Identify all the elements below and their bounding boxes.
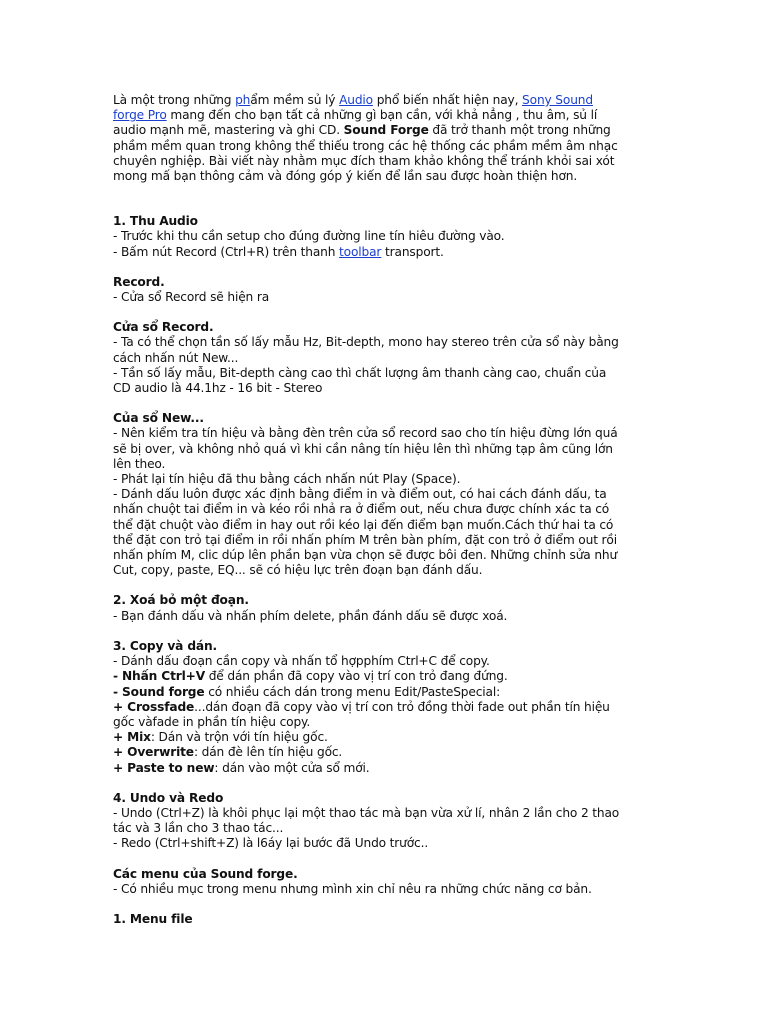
section-text: : dán vào một cửa sổ mới. — [214, 760, 370, 775]
intro-text: đã trở thanh một trong những — [428, 123, 611, 138]
link-audio[interactable]: Audio — [339, 93, 373, 107]
section-line: - Bạn đánh dấu và nhấn phím delete, phần đánh dấu sẽ được xoá. — [113, 608, 508, 623]
section-undo-redo — [113, 791, 658, 852]
link-phan-mem[interactable]: ph — [235, 93, 251, 107]
bold-term: + Crossfade — [113, 699, 195, 714]
section-copy-dan — [113, 639, 658, 776]
section-line — [113, 669, 658, 684]
section-text: : dán đè lên tín hiệu gốc. — [193, 745, 343, 760]
section-line: - Nên kiểm tra tín hiệu và bằng đèn trên cửa sổ record sao cho tín hiệu đừng lớn quá — [113, 426, 618, 441]
section-line: nhấn chuột tai điểm in và kéo rồi nhả ra ở điểm out, nếu chưa được chính xác ta có — [113, 502, 610, 517]
link-sony-sound-forge[interactable]: Sony Sound — [522, 93, 593, 107]
section-heading: 4. Undo và Redo — [113, 790, 224, 805]
section-heading: 2. Xoá bỏ một đoạn. — [113, 593, 249, 608]
section-text: để dán phần đã copy vào vị trí con trỏ đang đứng. — [204, 669, 508, 684]
section-cua-so-new — [113, 411, 658, 578]
intro-line-6: mong mấ bạn thông cảm và đóng góp ý kiến để lần sau được hoàn thiện hơn. — [113, 169, 578, 184]
section-line — [113, 730, 658, 745]
section-heading: Các menu của Sound forge. — [113, 866, 298, 881]
section-line: Cut, copy, paste, EQ... sẽ có hiệu lực trên đoạn bạn đánh dấu. — [113, 563, 483, 578]
section-line: lên theo. — [113, 456, 166, 471]
section-line: - Undo (Ctrl+Z) là khôi phục lại một thao tác mà bạn vừa xử lí, nhân 2 lần cho 2 thao — [113, 805, 620, 820]
bold-term: + Mix — [113, 730, 151, 745]
section-menu-file — [113, 912, 658, 927]
section-text: có nhiều cách dán trong menu Edit/PasteSpecial: — [204, 684, 501, 699]
section-line: - Trước khi thu cần setup cho đúng đường line tín hiêu đường vào. — [113, 229, 505, 244]
bold-term: - Nhấn Ctrl+V — [113, 669, 205, 684]
section-line: CD audio là 44.1hz - 16 bit - Stereo — [113, 381, 323, 396]
section-text: ...dán đoạn đã copy vào vị trí con trỏ đồng thời fade out phần tín hiệu — [194, 699, 610, 714]
section-heading: 1. Menu file — [113, 911, 193, 926]
link-sony-sound-forge-cont[interactable]: forge Pro — [113, 108, 167, 123]
section-line: tác và 3 lần cho 3 thao tác... — [113, 821, 284, 836]
section-line: - Dánh dấu đoạn cần copy và nhấn tổ hợpphím Ctrl+C để copy. — [113, 654, 490, 669]
section-line: - Phát lại tín hiệu đã thu bằng cách nhấn nút Play (Space). — [113, 472, 461, 487]
section-heading: Record. — [113, 274, 165, 289]
section-line: - Tần số lấy mẫu, Bit-depth càng cao thì chất lượng âm thanh càng cao, chuẩn của — [113, 365, 607, 380]
section-line: thể đặt chuột vào điểm in hay out rồi kéo lại đến điểm bạn muốn.Cách thứ hai ta có — [113, 517, 614, 532]
section-text: : Dán và trộn với tín hiệu gốc. — [150, 730, 328, 745]
section-line — [113, 245, 658, 260]
section-line: - Ta có thể chọn tần số lấy mẫu Hz, Bit-depth, mono hay stereo trên cửa sổ này bằng — [113, 335, 619, 350]
intro-text: mang đến cho bạn tất cả những gì bạn cần, với khả nẳng , thu âm, sủ lí — [166, 108, 598, 123]
intro-text: phổ biến nhất hiện nay, — [372, 93, 523, 107]
section-line — [113, 700, 658, 715]
section-text: transport. — [381, 244, 444, 259]
bold-term: + Paste to new — [113, 760, 215, 775]
bold-term: - Sound forge — [113, 684, 205, 699]
section-line: - Cửa sổ Record sẽ hiện ra — [113, 290, 270, 305]
section-heading: 3. Copy và dán. — [113, 638, 217, 653]
section-line: nhấn phím M, clic dúp lên phần bạn vừa chọn sẽ được bôi đen. Những chỉnh sửa như — [113, 548, 618, 563]
intro-paragraph — [113, 93, 658, 184]
bold-term: + Overwrite — [113, 745, 194, 760]
section-line: cách nhấn nút New... — [113, 350, 239, 365]
section-line: thể đặt con trỏ tại điểm in rồi nhấn phím M trên bàn phím, đặt con trỏ ở điểm out rồi — [113, 532, 617, 547]
bold-sound-forge: Sound Forge — [343, 123, 429, 138]
section-line: sẽ bị over, và không nhỏ quá vì khi cần nâng tín hiệu lên thì những tạp âm cũng lớn — [113, 441, 613, 456]
section-menus — [113, 867, 658, 897]
section-record — [113, 275, 658, 305]
intro-text: audio mạnh mẽ, mastering và ghi CD. — [113, 123, 344, 138]
section-line: - Dánh dấu luôn được xác định bằng điểm in và điểm out, có hai cách đánh dấu, ta — [113, 487, 607, 502]
section-xoa-bo — [113, 593, 658, 623]
intro-line-4: phầm mềm quan trong không thể thiếu trong các hệ thống các phầm mềm âm nhạc — [113, 138, 618, 153]
intro-text: ẩm mềm sủ lý — [250, 93, 340, 107]
section-heading: Cửa sổ Record. — [113, 320, 214, 335]
section-cua-so-record — [113, 320, 658, 396]
section-text: - Bấm nút Record (Ctrl+R) trên thanh — [113, 244, 340, 259]
section-heading: 1. Thu Audio — [113, 214, 198, 229]
intro-text: Là một trong những — [113, 93, 236, 107]
section-thu-audio — [113, 214, 658, 260]
section-line: gốc vàfade in phần tín hiệu copy. — [113, 714, 311, 729]
section-line — [113, 761, 658, 776]
link-toolbar[interactable]: toolbar — [339, 244, 382, 259]
section-line: - Có nhiều mục trong menu nhưng mình xin chỉ nêu ra những chức năng cơ bản. — [113, 881, 592, 896]
intro-line-5: chuyên nghiệp. Bài viết này nhằm mục đích tham khảo không thể tránh khỏi sai xót — [113, 153, 615, 168]
document-body — [113, 93, 658, 927]
section-line — [113, 745, 658, 760]
intro-line-2 — [113, 108, 658, 123]
intro-line-3 — [113, 123, 658, 138]
section-line — [113, 685, 658, 700]
intro-line-1 — [113, 93, 658, 108]
section-heading: Của sổ New... — [113, 411, 204, 426]
section-line: - Redo (Ctrl+shift+Z) là l6áy lại bước đã Undo trước.. — [113, 836, 429, 851]
